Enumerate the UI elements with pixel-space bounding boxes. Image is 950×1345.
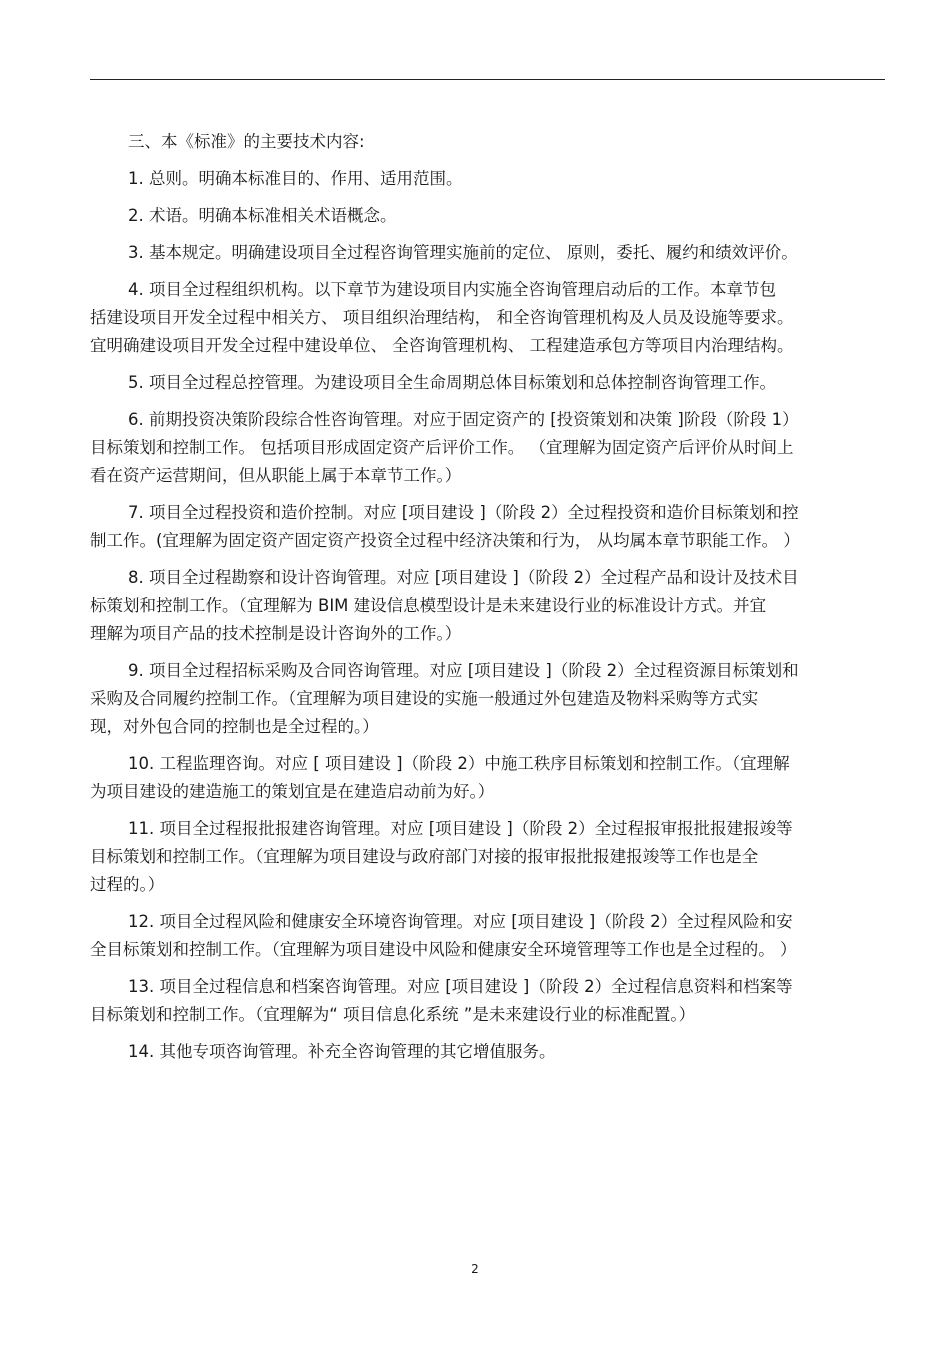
item-continuation-line: 采购及合同履约控制工作。（宜理解为项目建设的实施一般通过外包建造及物料采购等方式实 xyxy=(90,689,759,708)
item-first-line: 2. 术语。明确本标准相关术语概念。 xyxy=(128,206,397,225)
list-item xyxy=(90,564,880,648)
item-continuation-line: 为项目建设的建造施工的策划宜是在建造启动前为好。） xyxy=(90,782,495,801)
list-item xyxy=(90,657,880,741)
item-first-line: 10. 工程监理咨询。对应 [ 项目建设 ]（阶段 2）中施工秩序目标策划和控制工作。（宜理解 xyxy=(128,754,790,773)
list-item xyxy=(90,369,880,397)
item-first-line: 3. 基本规定。明确建设项目全过程咨询管理实施前的定位、 原则，委托、履约和绩效评价。 xyxy=(128,243,798,262)
item-first-line: 8. 项目全过程勘察和设计咨询管理。对应 [项目建设 ]（阶段 2）全过程产品和设计及技术目 xyxy=(128,568,799,587)
item-first-line: 12. 项目全过程风险和健康安全环境咨询管理。对应 [项目建设 ]（阶段 2）全过程风险和安 xyxy=(128,912,793,931)
item-first-line: 13. 项目全过程信息和档案咨询管理。对应 [项目建设 ]（阶段 2）全过程信息资料和档案等 xyxy=(128,977,793,996)
item-continuation-line: 全目标策划和控制工作。（宜理解为项目建设中风险和健康安全环境管理等工作也是全过程的。 ） xyxy=(90,940,797,959)
page-number: 2 xyxy=(471,1262,479,1276)
item-first-line: 4. 项目全过程组织机构。以下章节为建设项目内实施全咨询管理启动后的工作。本章节包 xyxy=(128,280,776,299)
item-continuation-line: 括建设项目开发全过程中相关方、 项目组织治理结构， 和全咨询管理机构及人员及设施等要求。 xyxy=(90,308,794,327)
list-item xyxy=(90,908,880,964)
header-rule xyxy=(90,79,885,80)
list-item xyxy=(90,815,880,899)
list-item xyxy=(90,1038,880,1066)
item-continuation-line: 标策划和控制工作。（宜理解为 BIM 建设信息模型设计是未来建设行业的标准设计方式。并宜 xyxy=(90,596,767,615)
item-continuation-line: 宜明确建设项目开发全过程中建设单位、 全咨询管理机构、 工程建造承包方等项目内治理结构。 xyxy=(90,336,794,355)
item-continuation-line: 目标策划和控制工作。 包括项目形成固定资产后评价工作。 （宜理解为固定资产后评价从时间上 xyxy=(90,438,794,457)
item-continuation-line: 制工作。(宜理解为固定资产固定资产投资全过程中经济决策和行为， 从均属本章节职能工作。 ） xyxy=(90,531,800,550)
item-first-line: 1. 总则。明确本标准目的、作用、适用范围。 xyxy=(128,169,463,188)
list-item xyxy=(90,276,880,360)
item-first-line: 5. 项目全过程总控管理。为建设项目全生命周期总体目标策划和总体控制咨询管理工作。 xyxy=(128,373,776,392)
item-list xyxy=(90,165,880,1066)
item-first-line: 7. 项目全过程投资和造价控制。对应 [项目建设 ]（阶段 2）全过程投资和造价目标策划和控 xyxy=(128,503,799,522)
item-continuation-line: 现，对外包合同的控制也是全过程的。） xyxy=(90,717,379,736)
item-continuation-line: 目标策划和控制工作。（宜理解为“ 项目信息化系统 ”是未来建设行业的标准配置。） xyxy=(90,1005,696,1024)
item-continuation-line: 看在资产运营期间，但从职能上属于本章节工作。） xyxy=(90,466,462,485)
list-item xyxy=(90,750,880,806)
list-item xyxy=(90,165,880,193)
item-continuation-line: 理解为项目产品的技术控制是设计咨询外的工作。） xyxy=(90,624,462,643)
list-item xyxy=(90,202,880,230)
section-heading: 三、本《标准》的主要技术内容: xyxy=(128,132,365,151)
item-first-line: 11. 项目全过程报批报建咨询管理。对应 [项目建设 ]（阶段 2）全过程报审报批报建报竣等 xyxy=(128,819,793,838)
item-first-line: 6. 前期投资决策阶段综合性咨询管理。对应于固定资产的 [投资策划和决策 ]阶段（阶段 1） xyxy=(128,410,799,429)
list-item xyxy=(90,973,880,1029)
list-item xyxy=(90,499,880,555)
document-body xyxy=(90,128,880,1075)
list-item xyxy=(90,406,880,490)
list-item xyxy=(90,239,880,267)
item-continuation-line: 过程的。） xyxy=(90,875,165,894)
item-first-line: 9. 项目全过程招标采购及合同咨询管理。对应 [项目建设 ]（阶段 2）全过程资源目标策划和 xyxy=(128,661,799,680)
item-continuation-line: 目标策划和控制工作。（宜理解为项目建设与政府部门对接的报审报批报建报竣等工作也是全 xyxy=(90,847,759,866)
item-first-line: 14. 其他专项咨询管理。补充全咨询管理的其它增值服务。 xyxy=(128,1042,556,1061)
